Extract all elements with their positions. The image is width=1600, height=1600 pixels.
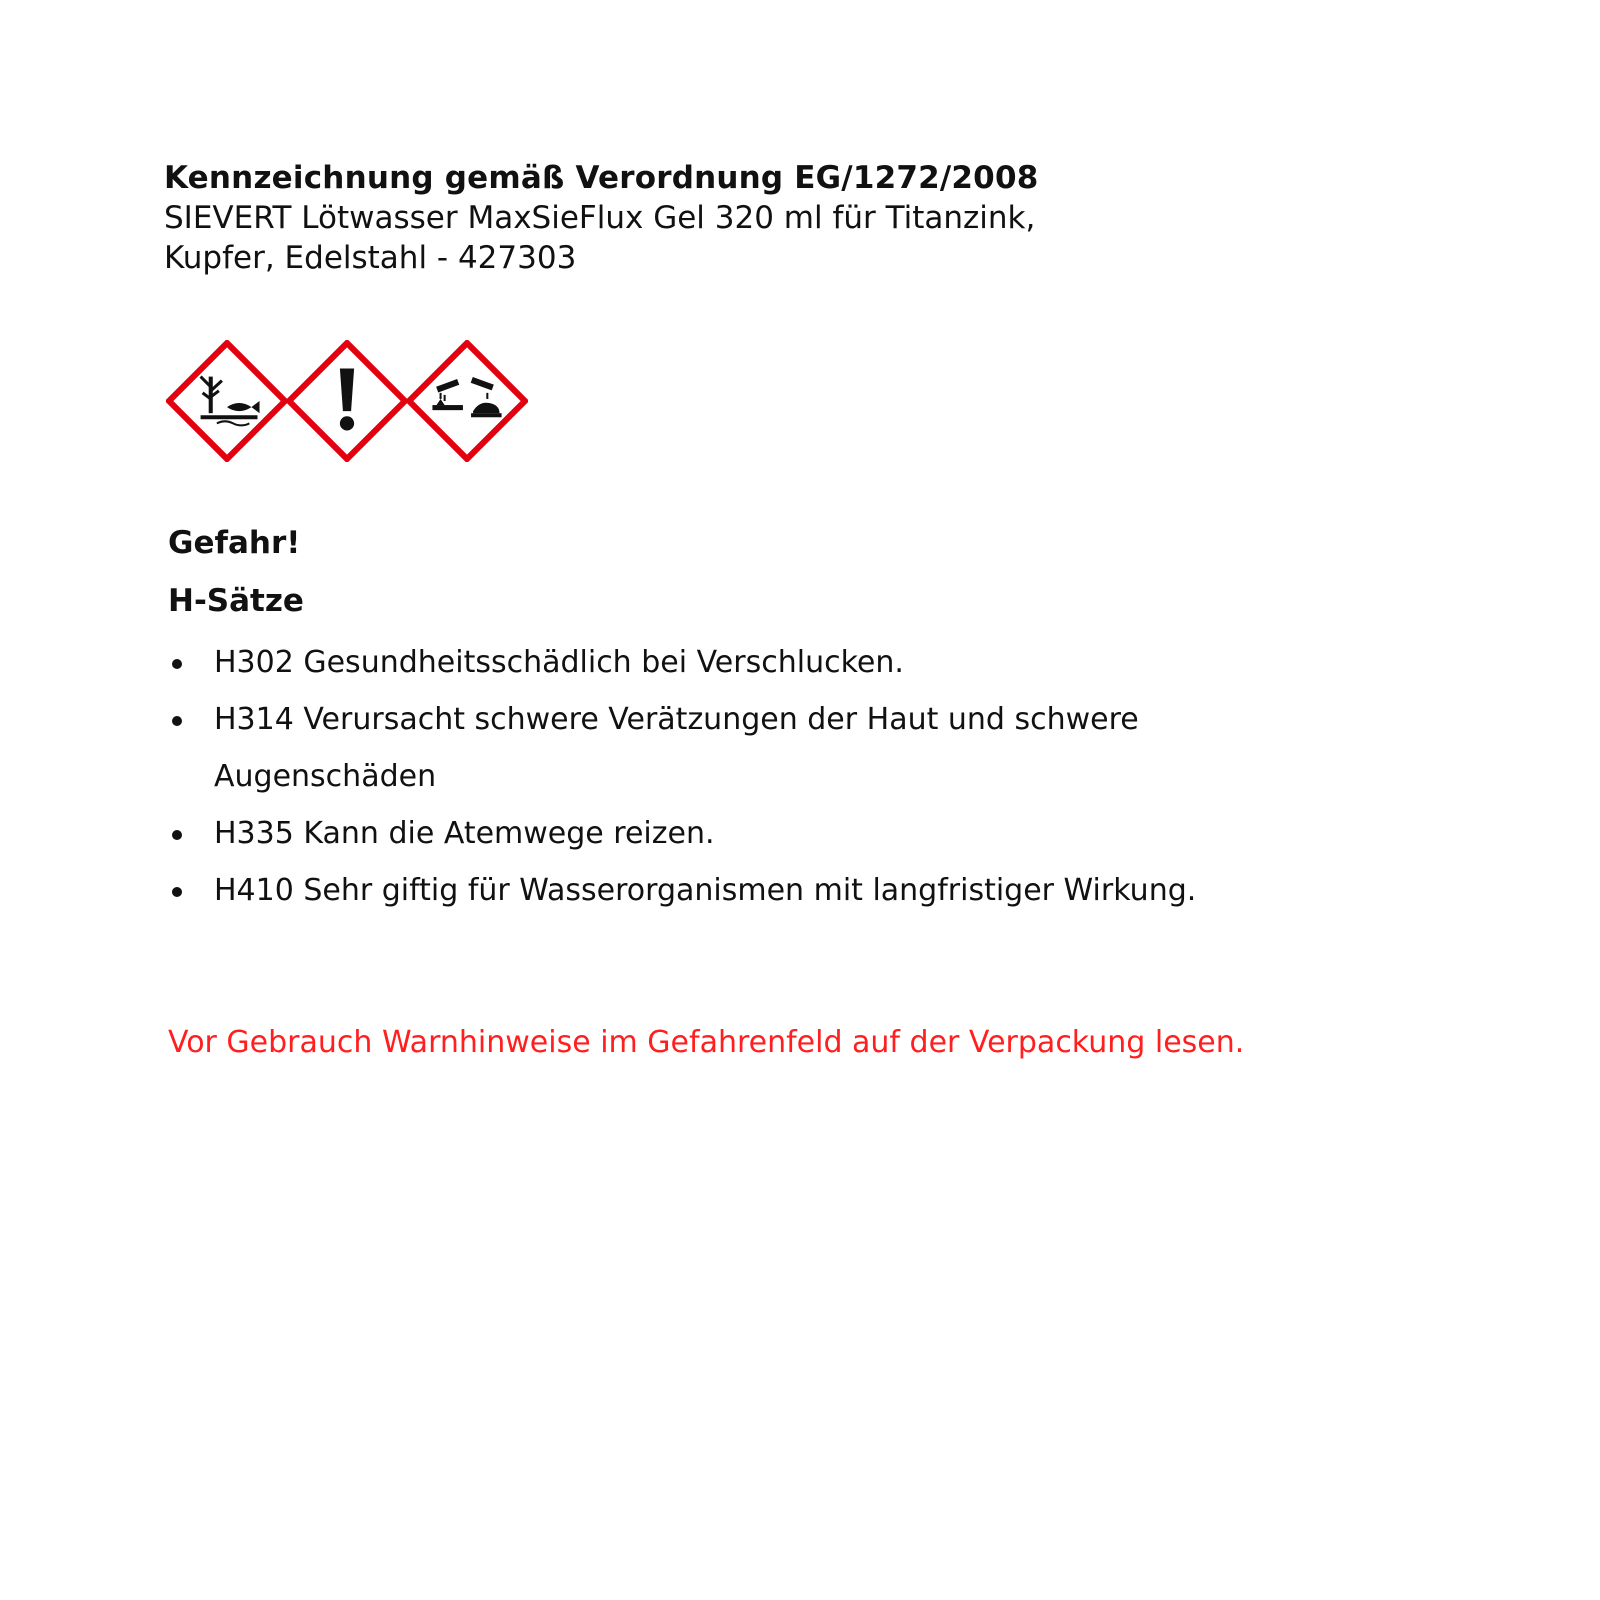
bullet-icon: [172, 830, 182, 840]
h-statement-item: [168, 862, 1288, 919]
bullet-icon: [172, 887, 182, 897]
page-title: Kennzeichnung gemäß Verordnung EG/1272/2008: [164, 160, 1039, 196]
h-statements-heading: H-Sätze: [168, 583, 304, 619]
product-name-line-2: Kupfer, Edelstahl - 427303: [164, 240, 577, 276]
label-header: [164, 158, 1364, 278]
exclamation-mark-icon: [286, 340, 408, 462]
h-statement-item: [168, 634, 1288, 691]
bullet-icon: [172, 716, 182, 726]
warning-note: Vor Gebrauch Warnhinweise im Gefahrenfeld auf der Verpackung lesen.: [168, 1025, 1245, 1060]
bullet-icon: [172, 659, 182, 669]
h-statement-text: H410 Sehr giftig für Wasserorganismen mit langfristiger Wirkung.: [214, 873, 1197, 908]
product-name-line-1: SIEVERT Lötwasser MaxSieFlux Gel 320 ml für Titanzink,: [164, 200, 1036, 236]
h-statement-text: H302 Gesundheitsschädlich bei Verschlucken.: [214, 645, 904, 680]
h-statements-list: [168, 634, 1288, 919]
h-statement-text: H314 Verursacht schwere Verätzungen der Haut und schwere Augenschäden: [214, 702, 1139, 794]
corrosion-icon: [406, 340, 528, 462]
ghs-pictograms: [166, 340, 536, 464]
h-statement-text: H335 Kann die Atemwege reizen.: [214, 816, 715, 851]
environment-hazard-icon: [166, 340, 288, 462]
h-statement-item: [168, 805, 1288, 862]
signal-word: Gefahr!: [168, 525, 301, 561]
h-statement-item: [168, 691, 1224, 805]
